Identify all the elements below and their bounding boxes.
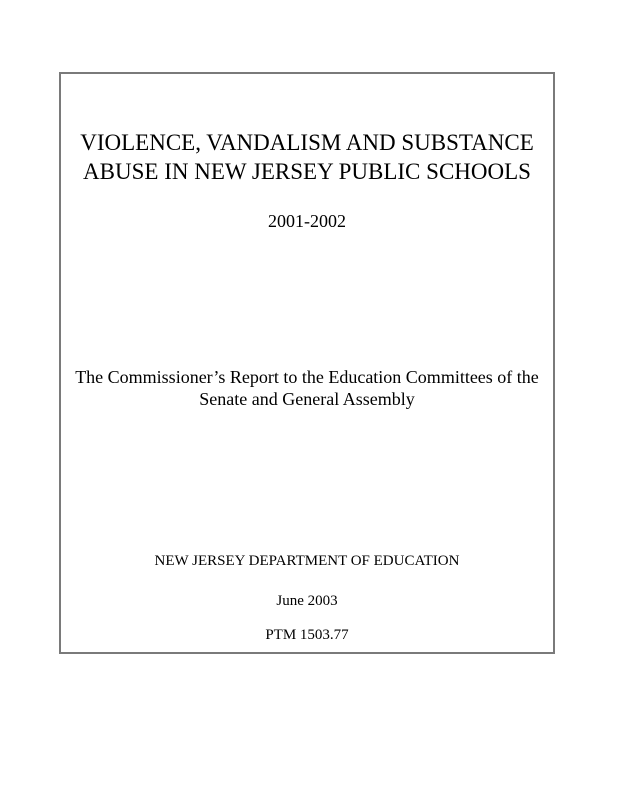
report-subtitle-line-1: The Commissioner’s Report to the Education Committees of the bbox=[75, 367, 539, 387]
report-title bbox=[61, 128, 553, 186]
report-subtitle-line-2: Senate and General Assembly bbox=[199, 389, 415, 409]
department-name: NEW JERSEY DEPARTMENT OF EDUCATION bbox=[154, 553, 460, 569]
report-title-line-2: ABUSE IN NEW JERSEY PUBLIC SCHOOLS bbox=[83, 159, 531, 184]
publication-date: June 2003 bbox=[276, 593, 338, 609]
report-subtitle bbox=[61, 366, 553, 410]
report-title-line-1: VIOLENCE, VANDALISM AND SUBSTANCE bbox=[80, 130, 534, 155]
ptm-number: PTM 1503.77 bbox=[265, 627, 349, 643]
report-years: 2001-2002 bbox=[268, 211, 346, 231]
cover-frame bbox=[59, 72, 555, 654]
